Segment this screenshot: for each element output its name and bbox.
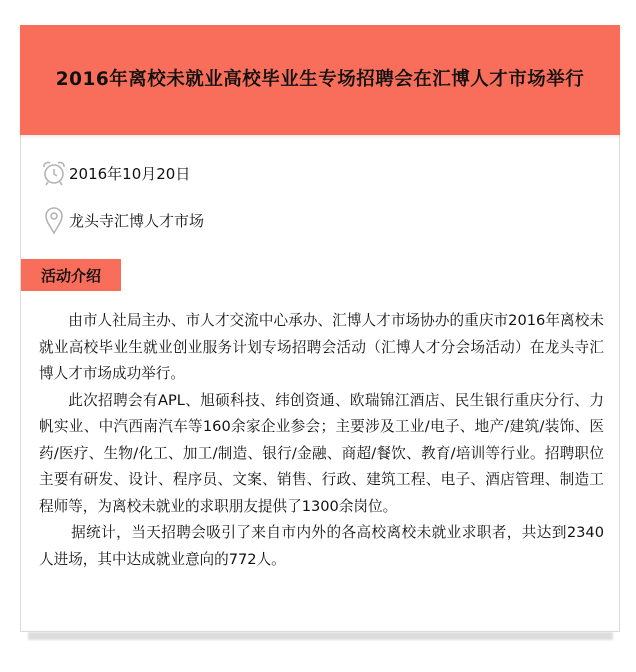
map-pin-icon <box>39 205 69 235</box>
alarm-clock-icon <box>39 158 69 188</box>
card-shadow <box>28 632 613 640</box>
article-body <box>39 308 604 573</box>
paragraph-companies: 此次招聘会有APL、旭硕科技、纬创资通、欧瑞锦江酒店、民生银行重庆分行、力帆实业、中汽西南汽车等160余家企业参会；主要涉及工业/电子、地产/建筑/装饰、医药/医疗、生物/化工、加工/制造、银行/金融、商超/餐饮、教育/培训等行业。招聘职位主要有研发、设计、程序员、文案、销售、行政、建筑工程、电子、酒店管理、制造工程师等，为离校未就业的求职朋友提供了1300余岗位。 <box>39 391 604 515</box>
event-date-row <box>39 158 190 188</box>
event-location-row <box>39 205 204 235</box>
paragraph-organizers: 由市人社局主办、市人才交流中心承办、汇博人才市场协办的重庆市2016年离校未就业高校毕业生就业创业服务计划专场招聘会活动（汇博人才分会场活动）在龙头寺汇博人才市场成功举行。 <box>39 312 604 382</box>
paragraph-statistics: 据统计，当天招聘会吸引了来自市内外的各高校离校未就业求职者，共达到2340人进场，其中达成就业意向的772人。 <box>39 524 604 568</box>
event-article <box>20 25 620 632</box>
section-badge-activity-intro: 活动介绍 <box>21 259 121 291</box>
event-location: 龙头寺汇博人才市场 <box>69 211 205 230</box>
event-card <box>20 25 620 632</box>
event-date: 2016年10月20日 <box>69 164 191 183</box>
event-header <box>20 25 620 135</box>
page-title: 2016年离校未就业高校毕业生专场招聘会在汇博人才市场举行 <box>55 69 585 90</box>
